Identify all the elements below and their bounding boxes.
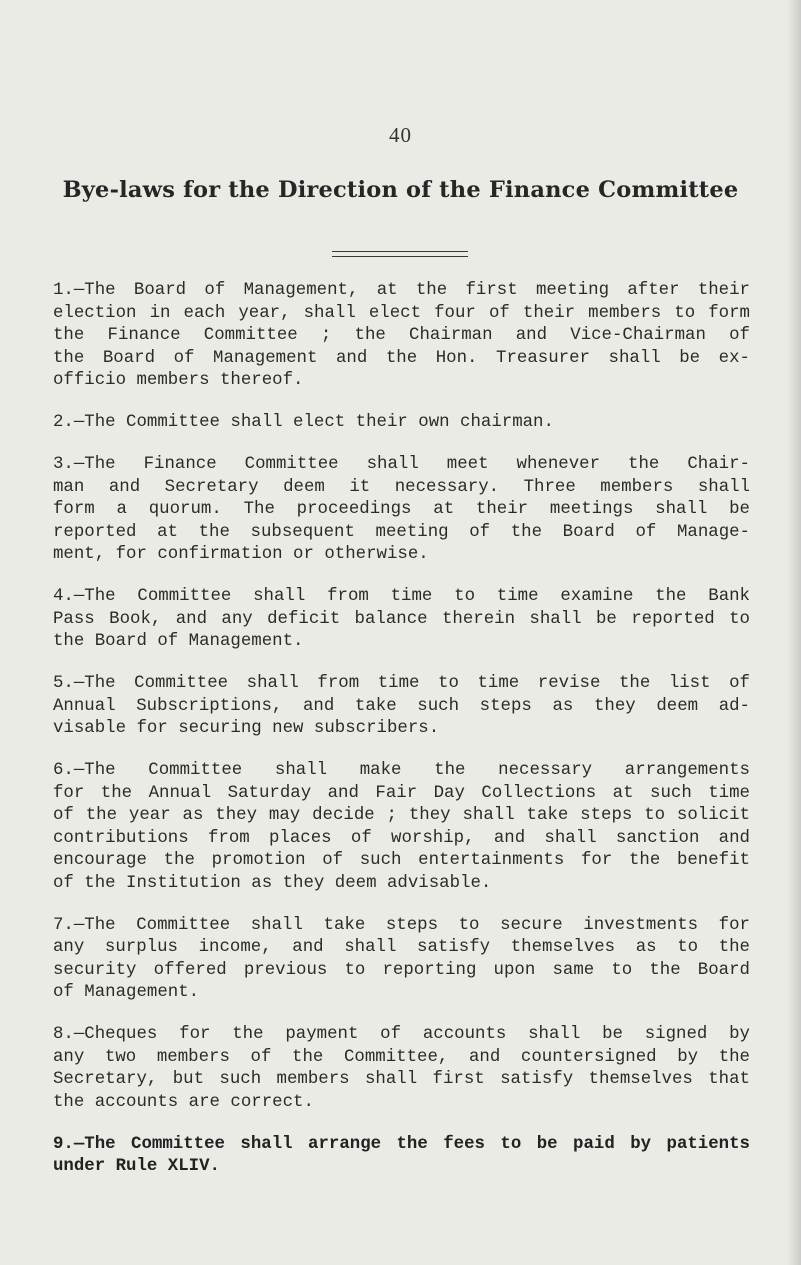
paragraph-line: of the Institution as they deem advisable.: [53, 873, 492, 893]
paragraph-line: Pass Book, and any deficit balance therein shall be reported to: [53, 609, 750, 629]
bye-laws-body: [53, 280, 750, 1198]
bye-law-paragraph-7: [53, 915, 750, 1005]
paragraph-line: Secretary, but such members shall first satisfy themselves that: [53, 1070, 750, 1089]
paragraph-line: any surplus income, and shall satisfy themselves as to the: [53, 938, 750, 957]
paragraph-line: 2.—The Committee shall elect their own chairman.: [53, 413, 554, 432]
title-divider-upper: [332, 251, 468, 252]
paragraph-line: the Board of Management and the Hon. Treasurer shall be ex-: [53, 348, 750, 368]
paragraph-line: 1.—The Board of Management, at the first meeting after their: [53, 281, 750, 300]
paragraph-line: form a quorum. The proceedings at their meetings shall be: [53, 500, 750, 519]
bye-law-paragraph-1: [53, 280, 750, 393]
paragraph-line: Annual Subscriptions, and take such steps as they deem ad-: [53, 696, 750, 716]
bye-law-paragraph-2: [53, 412, 750, 435]
page-title: Bye-laws for the Direction of the Finance Committee: [62, 177, 739, 203]
paragraph-line: officio members thereof.: [53, 371, 304, 390]
paragraph-line: of Management.: [53, 983, 200, 1002]
paragraph-line: under Rule XLIV.: [53, 1157, 220, 1176]
paragraph-line: for the Annual Saturday and Fair Day Collections at such time: [53, 783, 750, 803]
paragraph-line: 9.—The Committee shall arrange the fees to be paid by patients: [53, 1134, 750, 1154]
bye-law-paragraph-3: [53, 454, 750, 567]
title-divider-lower: [332, 256, 468, 257]
paragraph-line: visable for securing new subscribers.: [53, 719, 440, 738]
paragraph-line: election in each year, shall elect four of their members to form: [53, 303, 750, 323]
paragraph-line: encourage the promotion of such entertainments for the benefit: [53, 851, 750, 870]
paragraph-line: 6.—The Committee shall make the necessary arrangements: [53, 761, 750, 780]
paragraph-line: any two members of the Committee, and countersigned by the: [53, 1047, 750, 1067]
paragraph-line: reported at the subsequent meeting of the Board of Manage-: [53, 522, 750, 542]
paragraph-line: the Board of Management.: [53, 632, 304, 651]
paragraph-line: the accounts are correct.: [53, 1092, 314, 1112]
paragraph-line: 4.—The Committee shall from time to time examine the Bank: [53, 587, 750, 606]
paragraph-line: the Finance Committee ; the Chairman and Vice-Chairman of: [53, 326, 750, 345]
paragraph-line: 5.—The Committee shall from time to time revise the list of: [53, 674, 750, 693]
paragraph-line: 7.—The Committee shall take steps to secure investments for: [53, 915, 750, 935]
paragraph-line: security offered previous to reporting upon same to the Board: [53, 960, 750, 980]
paragraph-line: man and Secretary deem it necessary. Three members shall: [53, 477, 750, 497]
bye-law-paragraph-4: [53, 586, 750, 654]
paragraph-line: 3.—The Finance Committee shall meet whenever the Chair-: [53, 455, 750, 474]
bye-law-paragraph-6: [53, 760, 750, 895]
bye-law-paragraph-5: [53, 673, 750, 741]
page-number: 40: [389, 123, 412, 147]
paragraph-line: 8.—Cheques for the payment of accounts shall be signed by: [53, 1025, 750, 1044]
bye-law-paragraph-8: [53, 1024, 750, 1114]
bye-law-paragraph-9: [53, 1134, 750, 1179]
paragraph-line: ment, for confirmation or otherwise.: [53, 545, 429, 564]
paragraph-line: contributions from places of worship, and shall sanction and: [53, 828, 750, 848]
paragraph-line: of the year as they may decide ; they shall take steps to solicit: [53, 806, 750, 825]
